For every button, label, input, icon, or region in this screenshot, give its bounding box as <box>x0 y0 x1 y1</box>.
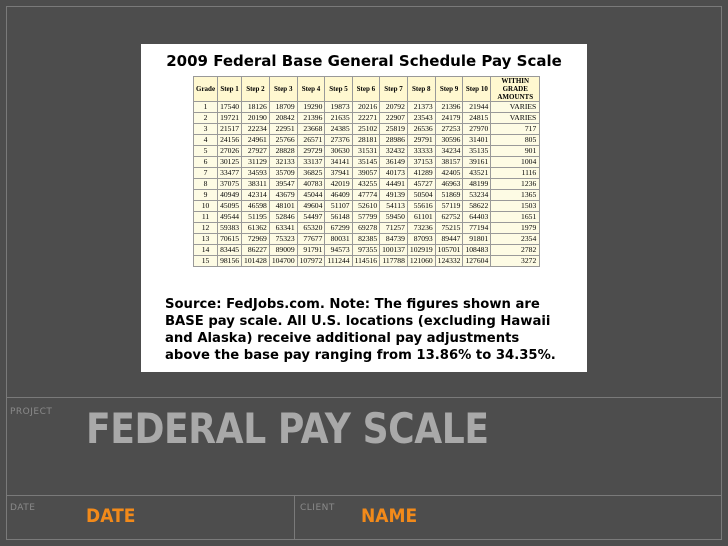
pay-cell: 35135 <box>463 146 491 157</box>
pay-cell: 37941 <box>325 168 352 179</box>
pay-cell: 24961 <box>242 135 270 146</box>
pay-cell: 33137 <box>297 157 325 168</box>
pay-cell: 17540 <box>218 102 242 113</box>
pay-cell: 34593 <box>242 168 270 179</box>
slide-title: FEDERAL PAY SCALE <box>86 404 489 453</box>
pay-cell: 52610 <box>352 201 380 212</box>
grade-cell: 8 <box>194 179 218 190</box>
pay-cell: 26571 <box>297 135 325 146</box>
pay-cell: 62752 <box>435 212 463 223</box>
pay-cell: 48101 <box>269 201 297 212</box>
divider-project <box>6 397 722 398</box>
pay-cell: 31401 <box>463 135 491 146</box>
pay-cell: 28181 <box>352 135 380 146</box>
pay-scale-table <box>193 76 540 267</box>
table-row <box>194 201 540 212</box>
header-step: Step 1 <box>218 77 242 102</box>
pay-cell: 45044 <box>297 190 325 201</box>
pay-cell: 20216 <box>352 102 380 113</box>
pay-cell: 37153 <box>407 157 435 168</box>
pay-cell: 42019 <box>325 179 352 190</box>
grade-cell: 6 <box>194 157 218 168</box>
pay-cell: 87093 <box>407 234 435 245</box>
pay-cell: 54113 <box>380 201 408 212</box>
pay-cell: 52846 <box>269 212 297 223</box>
pay-cell: 43255 <box>352 179 380 190</box>
source-note-line: BASE pay scale. All U.S. locations (excluding Hawaii <box>165 314 551 329</box>
pay-cell: 108483 <box>463 245 491 256</box>
pay-cell: 91791 <box>297 245 325 256</box>
pay-cell: 19873 <box>325 102 352 113</box>
pay-cell: 46598 <box>242 201 270 212</box>
pay-cell: 27376 <box>325 135 352 146</box>
pay-cell: 91801 <box>463 234 491 245</box>
within-grade-cell: 1236 <box>491 179 540 190</box>
pay-cell: 58622 <box>463 201 491 212</box>
pay-cell: 22234 <box>242 124 270 135</box>
pay-cell: 101428 <box>242 256 270 267</box>
pay-cell: 21517 <box>218 124 242 135</box>
pay-cell: 40173 <box>380 168 408 179</box>
pay-cell: 33477 <box>218 168 242 179</box>
grade-cell: 1 <box>194 102 218 113</box>
pay-cell: 34141 <box>325 157 352 168</box>
table-header-row <box>194 77 540 102</box>
pay-cell: 21635 <box>325 113 352 124</box>
pay-cell: 89447 <box>435 234 463 245</box>
within-grade-cell: 805 <box>491 135 540 146</box>
grade-cell: 7 <box>194 168 218 179</box>
pay-cell: 24179 <box>435 113 463 124</box>
pay-cell: 47774 <box>352 190 380 201</box>
pay-cell: 21396 <box>297 113 325 124</box>
pay-cell: 37075 <box>218 179 242 190</box>
project-label: PROJECT <box>10 407 53 417</box>
within-grade-cell: 1503 <box>491 201 540 212</box>
pay-cell: 77194 <box>463 223 491 234</box>
pay-cell: 51869 <box>435 190 463 201</box>
pay-cell: 31531 <box>352 146 380 157</box>
pay-cell: 35145 <box>352 157 380 168</box>
within-grade-cell: 1365 <box>491 190 540 201</box>
table-row <box>194 179 540 190</box>
pay-cell: 30125 <box>218 157 242 168</box>
within-grade-cell: 901 <box>491 146 540 157</box>
pay-cell: 27026 <box>218 146 242 157</box>
divider-client <box>294 495 295 540</box>
grade-cell: 9 <box>194 190 218 201</box>
table-row <box>194 124 540 135</box>
pay-scale-figure <box>141 44 587 372</box>
source-note-line: above the base pay ranging from 13.86% to 34.35%. <box>165 348 556 363</box>
pay-cell: 107972 <box>297 256 325 267</box>
pay-cell: 80031 <box>325 234 352 245</box>
pay-cell: 18126 <box>242 102 270 113</box>
pay-cell: 27927 <box>242 146 270 157</box>
pay-cell: 86227 <box>242 245 270 256</box>
table-row <box>194 157 540 168</box>
pay-cell: 61101 <box>407 212 435 223</box>
pay-cell: 65320 <box>297 223 325 234</box>
pay-cell: 121060 <box>407 256 435 267</box>
pay-cell: 98156 <box>218 256 242 267</box>
pay-cell: 18709 <box>269 102 297 113</box>
pay-cell: 38157 <box>435 157 463 168</box>
table-row <box>194 256 540 267</box>
pay-cell: 50504 <box>407 190 435 201</box>
pay-cell: 27970 <box>463 124 491 135</box>
pay-cell: 27253 <box>435 124 463 135</box>
pay-cell: 29791 <box>407 135 435 146</box>
pay-cell: 24156 <box>218 135 242 146</box>
within-grade-cell: 2354 <box>491 234 540 245</box>
pay-cell: 26536 <box>407 124 435 135</box>
pay-cell: 105701 <box>435 245 463 256</box>
client-value: NAME <box>361 505 418 527</box>
pay-cell: 49544 <box>218 212 242 223</box>
pay-cell: 57799 <box>352 212 380 223</box>
within-grade-cell: 3272 <box>491 256 540 267</box>
pay-cell: 59450 <box>380 212 408 223</box>
pay-cell: 67299 <box>325 223 352 234</box>
pay-cell: 34234 <box>435 146 463 157</box>
pay-cell: 73236 <box>407 223 435 234</box>
grade-cell: 13 <box>194 234 218 245</box>
header-step: Step 6 <box>352 77 380 102</box>
source-note <box>165 296 575 364</box>
pay-cell: 56148 <box>325 212 352 223</box>
pay-cell: 28828 <box>269 146 297 157</box>
pay-cell: 31129 <box>242 157 270 168</box>
figure-title: 2009 Federal Base General Schedule Pay Scale <box>166 52 562 70</box>
pay-cell: 57119 <box>435 201 463 212</box>
pay-cell: 63341 <box>269 223 297 234</box>
pay-cell: 40949 <box>218 190 242 201</box>
table-body <box>194 102 540 267</box>
header-grade: Grade <box>194 77 218 102</box>
pay-cell: 124332 <box>435 256 463 267</box>
pay-cell: 69278 <box>352 223 380 234</box>
grade-cell: 4 <box>194 135 218 146</box>
divider-date <box>6 495 722 496</box>
grade-cell: 10 <box>194 201 218 212</box>
table-row <box>194 190 540 201</box>
header-step: Step 5 <box>325 77 352 102</box>
table-row <box>194 223 540 234</box>
table-row <box>194 234 540 245</box>
header-step: Step 8 <box>407 77 435 102</box>
within-grade-cell: 2782 <box>491 245 540 256</box>
pay-cell: 33333 <box>407 146 435 157</box>
pay-cell: 35709 <box>269 168 297 179</box>
within-grade-cell: VARIES <box>491 102 540 113</box>
pay-cell: 29729 <box>297 146 325 157</box>
pay-cell: 127604 <box>463 256 491 267</box>
pay-cell: 45095 <box>218 201 242 212</box>
pay-cell: 61362 <box>242 223 270 234</box>
grade-cell: 11 <box>194 212 218 223</box>
pay-cell: 25102 <box>352 124 380 135</box>
pay-cell: 46409 <box>325 190 352 201</box>
pay-cell: 51107 <box>325 201 352 212</box>
pay-cell: 54497 <box>297 212 325 223</box>
pay-cell: 36825 <box>297 168 325 179</box>
pay-cell: 64403 <box>463 212 491 223</box>
pay-cell: 49139 <box>380 190 408 201</box>
pay-cell: 75215 <box>435 223 463 234</box>
pay-cell: 19721 <box>218 113 242 124</box>
table-row <box>194 168 540 179</box>
pay-cell: 30630 <box>325 146 352 157</box>
header-within-grade: WITHIN GRADE AMOUNTS <box>491 77 540 102</box>
pay-cell: 45727 <box>407 179 435 190</box>
pay-cell: 25766 <box>269 135 297 146</box>
pay-cell: 75323 <box>269 234 297 245</box>
pay-cell: 36149 <box>380 157 408 168</box>
pay-cell: 19290 <box>297 102 325 113</box>
pay-cell: 100137 <box>380 245 408 256</box>
pay-cell: 104700 <box>269 256 297 267</box>
pay-cell: 21373 <box>407 102 435 113</box>
header-step: Step 10 <box>463 77 491 102</box>
table-row <box>194 102 540 113</box>
pay-cell: 23668 <box>297 124 325 135</box>
within-grade-cell: 717 <box>491 124 540 135</box>
header-step: Step 4 <box>297 77 325 102</box>
pay-cell: 21396 <box>435 102 463 113</box>
pay-cell: 38311 <box>242 179 270 190</box>
grade-cell: 5 <box>194 146 218 157</box>
pay-cell: 44491 <box>380 179 408 190</box>
header-step: Step 9 <box>435 77 463 102</box>
pay-cell: 20842 <box>269 113 297 124</box>
within-grade-cell: 1004 <box>491 157 540 168</box>
pay-cell: 70615 <box>218 234 242 245</box>
pay-cell: 21944 <box>463 102 491 113</box>
pay-cell: 102919 <box>407 245 435 256</box>
pay-cell: 30596 <box>435 135 463 146</box>
pay-cell: 46963 <box>435 179 463 190</box>
pay-cell: 55616 <box>407 201 435 212</box>
header-step: Step 2 <box>242 77 270 102</box>
date-label: DATE <box>10 503 36 513</box>
pay-cell: 22271 <box>352 113 380 124</box>
pay-cell: 48199 <box>463 179 491 190</box>
within-grade-cell: 1979 <box>491 223 540 234</box>
pay-cell: 41289 <box>407 168 435 179</box>
pay-cell: 20190 <box>242 113 270 124</box>
date-value: DATE <box>86 505 136 527</box>
pay-cell: 97355 <box>352 245 380 256</box>
pay-cell: 51195 <box>242 212 270 223</box>
pay-cell: 59383 <box>218 223 242 234</box>
grade-cell: 15 <box>194 256 218 267</box>
pay-cell: 32133 <box>269 157 297 168</box>
pay-cell: 39057 <box>352 168 380 179</box>
table-row <box>194 212 540 223</box>
pay-cell: 25819 <box>380 124 408 135</box>
pay-cell: 72969 <box>242 234 270 245</box>
pay-cell: 32432 <box>380 146 408 157</box>
pay-cell: 83445 <box>218 245 242 256</box>
pay-cell: 53234 <box>463 190 491 201</box>
table-row <box>194 245 540 256</box>
source-note-line: and Alaska) receive additional pay adjustments <box>165 331 520 346</box>
pay-cell: 84739 <box>380 234 408 245</box>
grade-cell: 3 <box>194 124 218 135</box>
table-row <box>194 135 540 146</box>
pay-cell: 43679 <box>269 190 297 201</box>
pay-cell: 28986 <box>380 135 408 146</box>
pay-cell: 111244 <box>325 256 352 267</box>
pay-cell: 22907 <box>380 113 408 124</box>
pay-cell: 43521 <box>463 168 491 179</box>
grade-cell: 2 <box>194 113 218 124</box>
pay-cell: 77677 <box>297 234 325 245</box>
source-note-line: Source: FedJobs.com. Note: The figures shown are <box>165 297 540 312</box>
table-row <box>194 113 540 124</box>
pay-cell: 94573 <box>325 245 352 256</box>
header-step: Step 3 <box>269 77 297 102</box>
pay-cell: 117788 <box>380 256 408 267</box>
pay-cell: 71257 <box>380 223 408 234</box>
pay-cell: 24385 <box>325 124 352 135</box>
pay-cell: 20792 <box>380 102 408 113</box>
pay-cell: 42314 <box>242 190 270 201</box>
pay-cell: 114516 <box>352 256 380 267</box>
within-grade-cell: 1116 <box>491 168 540 179</box>
client-label: CLIENT <box>300 503 335 513</box>
grade-cell: 12 <box>194 223 218 234</box>
pay-cell: 89009 <box>269 245 297 256</box>
pay-cell: 40783 <box>297 179 325 190</box>
within-grade-cell: 1651 <box>491 212 540 223</box>
pay-cell: 82385 <box>352 234 380 245</box>
pay-cell: 49604 <box>297 201 325 212</box>
pay-cell: 42405 <box>435 168 463 179</box>
table-row <box>194 146 540 157</box>
grade-cell: 14 <box>194 245 218 256</box>
pay-cell: 22951 <box>269 124 297 135</box>
pay-cell: 23543 <box>407 113 435 124</box>
within-grade-cell: VARIES <box>491 113 540 124</box>
pay-cell: 39161 <box>463 157 491 168</box>
header-step: Step 7 <box>380 77 408 102</box>
pay-cell: 39547 <box>269 179 297 190</box>
pay-cell: 24815 <box>463 113 491 124</box>
